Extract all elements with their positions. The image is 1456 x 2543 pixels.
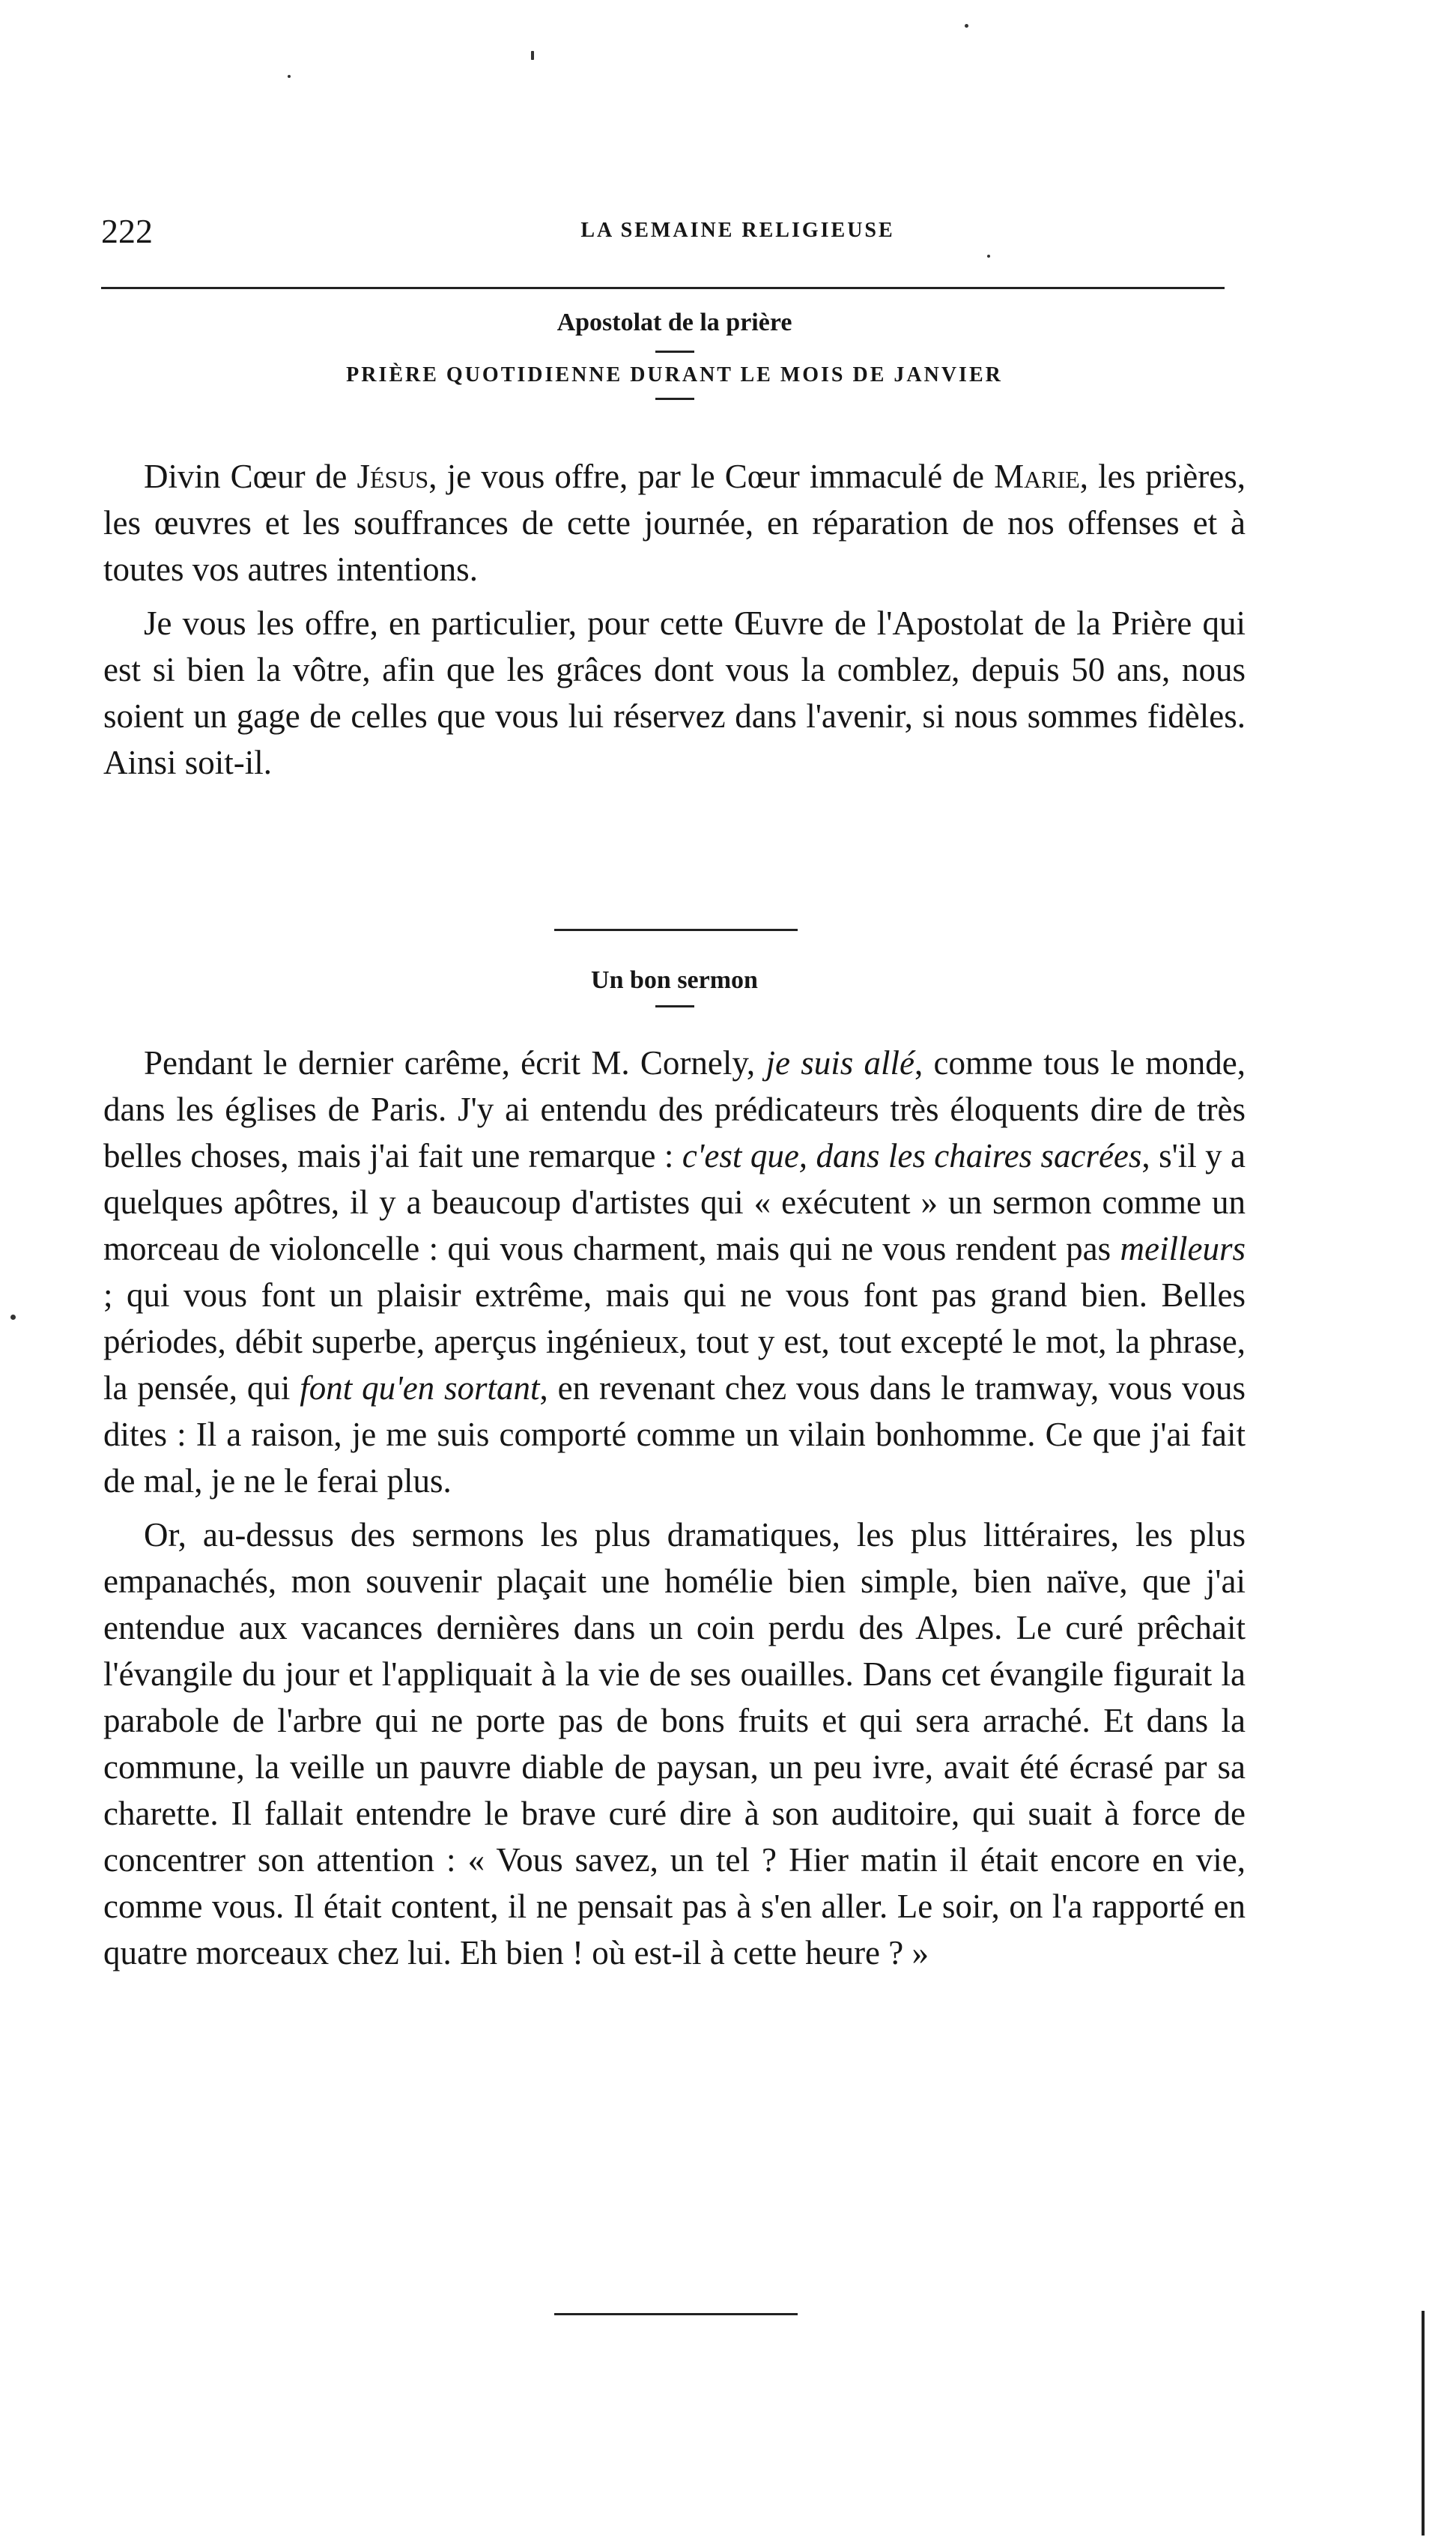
offering-paragraph: Je vous les offre, en particulier, pour cette Œuvre de l'Apostolat de la Prière qui est si bien la vôtre, afin que les grâces dont vous la comblez, depuis 50 ans, nous soient un gage de celles que vous lui réservez dans l'avenir, si nous sommes fidèles. Ainsi soit-il. (103, 604, 1246, 781)
end-separator-rule (554, 2313, 798, 2315)
sermon-text: Pendant le dernier carême, écrit M. Cornely, (144, 1044, 766, 1082)
section-apostolat-header (103, 309, 1246, 400)
journal-title: LA SEMAINE RELIGIEUSE (580, 219, 895, 242)
sermon-paragraph-2: Or, au-dessus des sermons les plus dramatiques, les plus littéraires, les plus empanachés, mon souvenir plaçait une homélie bien simple, bien naïve, que j'ai entendue aux vacances dernières dans un coin perdu des Alpes. Le curé prêchait l'évangile du jour et l'appliquait à la vie de ses ouailles. Dans cet évangile figurait la parabole de l'arbre qui ne porte pas de bons fruits et qui sera arraché. Et dans la commune, la veille un pauvre diable de paysan, un peu ivre, avait été écrasé par sa charette. Il fallait entendre le brave curé dire à son auditoire, qui suait à force de concentrer son attention : « Vous savez, un tel ? Hier matin il était encore en vie, comme vous. Il était content, il ne pensait pas à s'en aller. Le soir, on l'a rapporté en quatre morceaux chez lui. Eh bien ! où est-il à cette heure ? » (103, 1516, 1246, 1971)
subtitle-dash (655, 398, 694, 400)
scan-speck (288, 75, 291, 78)
section-apostolat-body (103, 453, 1246, 786)
page-number: 222 (101, 212, 153, 250)
section-title-sermon: Un bon sermon (591, 966, 758, 994)
header-rule (101, 287, 1225, 289)
prayer-text: Divin Cœur de (144, 458, 357, 495)
sermon-text: , en revenant chez vous dans le tramway, vous vous dites : Il a raison, je me suis comporté comme un vilain bonhomme. Ce que j'ai fait de mal, je ne le ferai plus. (103, 1369, 1246, 1500)
italic-phrase: meilleurs (1120, 1230, 1246, 1267)
scan-speck (531, 51, 534, 60)
title-dash (655, 351, 694, 353)
italic-phrase: c'est que, dans les chaires sacrées (682, 1137, 1142, 1174)
scan-speck (10, 1315, 16, 1320)
prayer-text: , les prières, les œuvres et les souffrances de cette journée, en réparation de nos offenses et à toutes vos autres intentions. (103, 458, 1246, 588)
scan-edge-mark (1422, 2311, 1425, 2536)
running-head (101, 211, 1225, 256)
name-jesus: Jésus (357, 458, 429, 495)
section-title-apostolat: Apostolat de la prière (556, 309, 792, 336)
section-subtitle: PRIÈRE QUOTIDIENNE DURANT LE MOIS DE JANVIER (346, 363, 1003, 387)
section-separator-rule (554, 929, 798, 931)
prayer-paragraph (103, 453, 1246, 592)
italic-phrase: je suis allé (765, 1044, 914, 1082)
title-dash (655, 1005, 694, 1007)
scan-speck (965, 24, 968, 28)
italic-phrase: font qu'en sortant (300, 1369, 540, 1407)
sermon-paragraph-1 (103, 1040, 1246, 1504)
section-sermon-body (103, 1040, 1246, 1976)
name-marie: Marie (994, 458, 1080, 495)
prayer-text: , je vous offre, par le Cœur immaculé de (428, 458, 995, 495)
sermon-text: ; qui vous font un plaisir extrême, mais qui ne vous font pas grand bien. Belles périodes, débit superbe, aperçus ingénieux, tout y est, tout excepté le mot, la phrase, la pensée, qui (103, 1276, 1246, 1407)
section-sermon-header (103, 966, 1246, 1007)
sermon-text: , s'il y a quelques apôtres, il y a beaucoup d'artistes qui « exécutent » un sermon comme un morceau de violoncelle : qui vous charment, mais qui ne vous rendent pas (103, 1137, 1246, 1267)
sermon-text: , comme tous le monde, dans les églises de Paris. J'y ai entendu des prédicateurs très éloquents dire de très belles choses, mais j'ai fait une remarque : (103, 1044, 1246, 1174)
